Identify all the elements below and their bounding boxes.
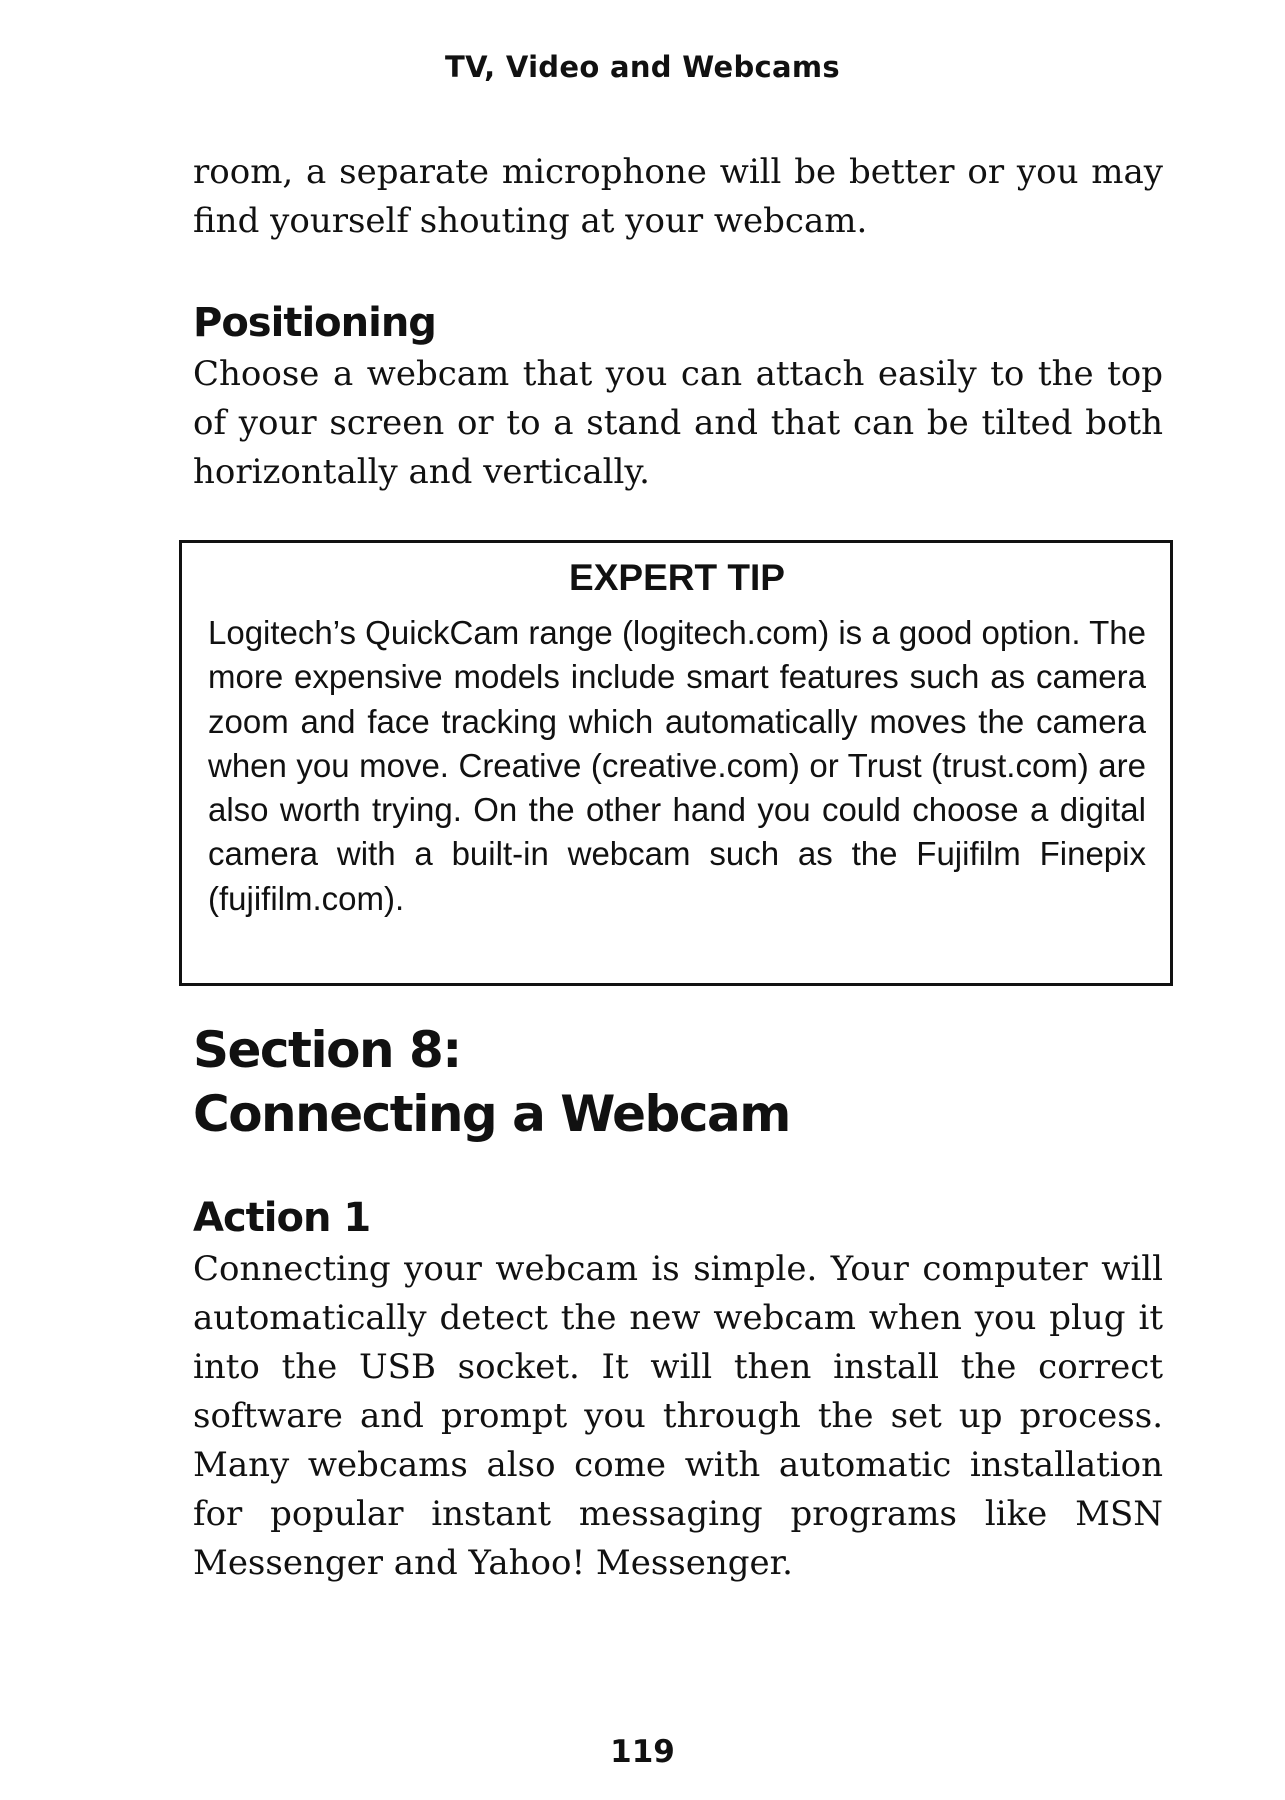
expert-tip-text: Logitech’s QuickCam range (logitech.com) is a good option. The more expensive models include smart features such as camera zoom and face tracking which automatically moves the camera when you move. Creative (creative.com) or Trust (trust.com) are also worth trying. On the other hand you could choose a digital camera with a built-in webcam such as the Fujifilm Finepix (fujifilm.com). — [208, 614, 1146, 917]
section-title: Connecting a Webcam — [193, 1085, 790, 1143]
page-number: 119 — [610, 1734, 675, 1770]
positioning-block — [193, 298, 1163, 497]
section-heading-block — [193, 1018, 1163, 1146]
action-block — [193, 1193, 1163, 1588]
intro-block — [193, 148, 1163, 246]
positioning-paragraph: Choose a webcam that you can attach easily to the top of your screen or to a stand and that can be tilted both horizontally and vertically. — [193, 354, 1163, 492]
expert-tip-title: EXPERT TIP — [569, 557, 785, 598]
action-paragraph: Connecting your webcam is simple. Your computer will automatically detect the new webcam when you plug it into the USB socket. It will then install the correct software and prompt you through the set up process. Many webcams also come with automatic installation for popular instant messaging programs like MSN Messenger and Yahoo! Messenger. — [193, 1249, 1163, 1583]
running-head: TV, Video and Webcams — [445, 50, 840, 84]
section-number: Section 8: — [193, 1021, 461, 1079]
action-heading: Action 1 — [193, 1195, 371, 1241]
intro-paragraph: room, a separate microphone will be better or you may find yourself shouting at your webcam. — [193, 152, 1163, 241]
positioning-heading: Positioning — [193, 300, 436, 346]
expert-tip-box — [179, 540, 1173, 986]
